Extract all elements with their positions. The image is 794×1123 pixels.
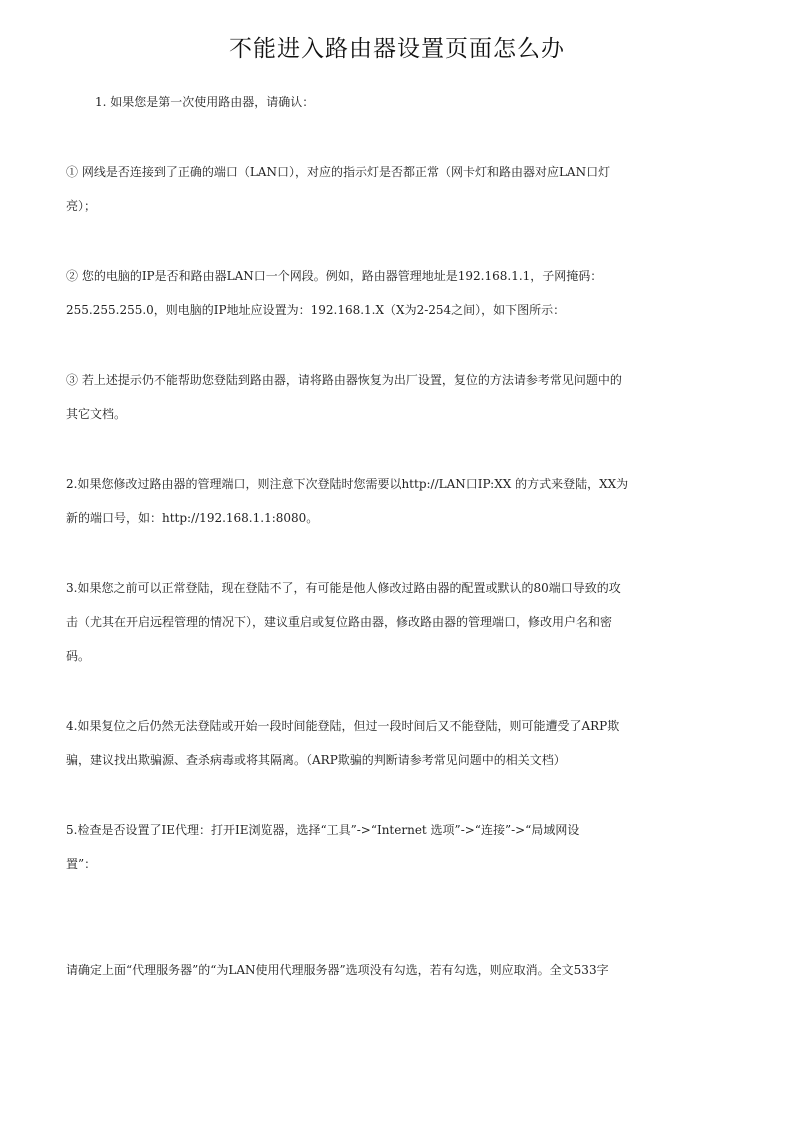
paragraph-5-cont: 置”：	[66, 857, 97, 871]
paragraph-5: 5.检查是否设置了IE代理：打开IE浏览器，选择“工具”->“Internet 选项”->“连接”->“局域网设	[66, 823, 580, 837]
page-title: 不能进入路由器设置页面怎么办	[229, 36, 565, 62]
paragraph-4-cont: 骗，建议找出欺骗源、查杀病毒或将其隔离。（ARP欺骗的判断请参考常见问题中的相关文档）	[66, 753, 566, 767]
paragraph-1-intro: 1. 如果您是第一次使用路由器，请确认：	[95, 95, 315, 109]
paragraph-2-cont: 新的端口号，如：http://192.168.1.1:8080。	[66, 511, 319, 525]
paragraph-1-item-2-cont: 255.255.255.0，则电脑的IP地址应设置为：192.168.1.X（X为2-254之间），如下图所示：	[66, 303, 566, 317]
paragraph-3-cont-2: 码。	[66, 649, 91, 663]
paragraph-3: 3.如果您之前可以正常登陆，现在登陆不了，有可能是他人修改过路由器的配置或默认的80端口导致的攻	[66, 581, 621, 595]
paragraph-4: 4.如果复位之后仍然无法登陆或开始一段时间能登陆，但过一段时间后又不能登陆，则可能遭受了ARP欺	[66, 719, 620, 733]
paragraph-1-item-3: ③ 若上述提示仍不能帮助您登陆到路由器，请将路由器恢复为出厂设置，复位的方法请参考常见问题中的	[66, 373, 622, 387]
paragraph-1-item-1-cont: 亮）；	[66, 199, 97, 213]
paragraph-1-item-1: ① 网线是否连接到了正确的端口（LAN口），对应的指示灯是否都正常（网卡灯和路由器对应LAN口灯	[66, 165, 611, 179]
paragraph-2: 2.如果您修改过路由器的管理端口，则注意下次登陆时您需要以http://LAN口IP:XX 的方式来登陆，XX为	[66, 477, 629, 491]
paragraph-3-cont: 击（尤其在开启远程管理的情况下），建议重启或复位路由器，修改路由器的管理端口，修改用户名和密	[66, 615, 613, 629]
paragraph-6: 请确定上面“代理服务器”的“为LAN使用代理服务器”选项没有勾选，若有勾选，则应取消。全文533字	[66, 963, 609, 977]
paragraph-1-item-2: ② 您的电脑的IP是否和路由器LAN口一个网段。例如，路由器管理地址是192.168.1.1，子网掩码：	[66, 269, 603, 283]
paragraph-1-item-3-cont: 其它文档。	[66, 407, 127, 421]
